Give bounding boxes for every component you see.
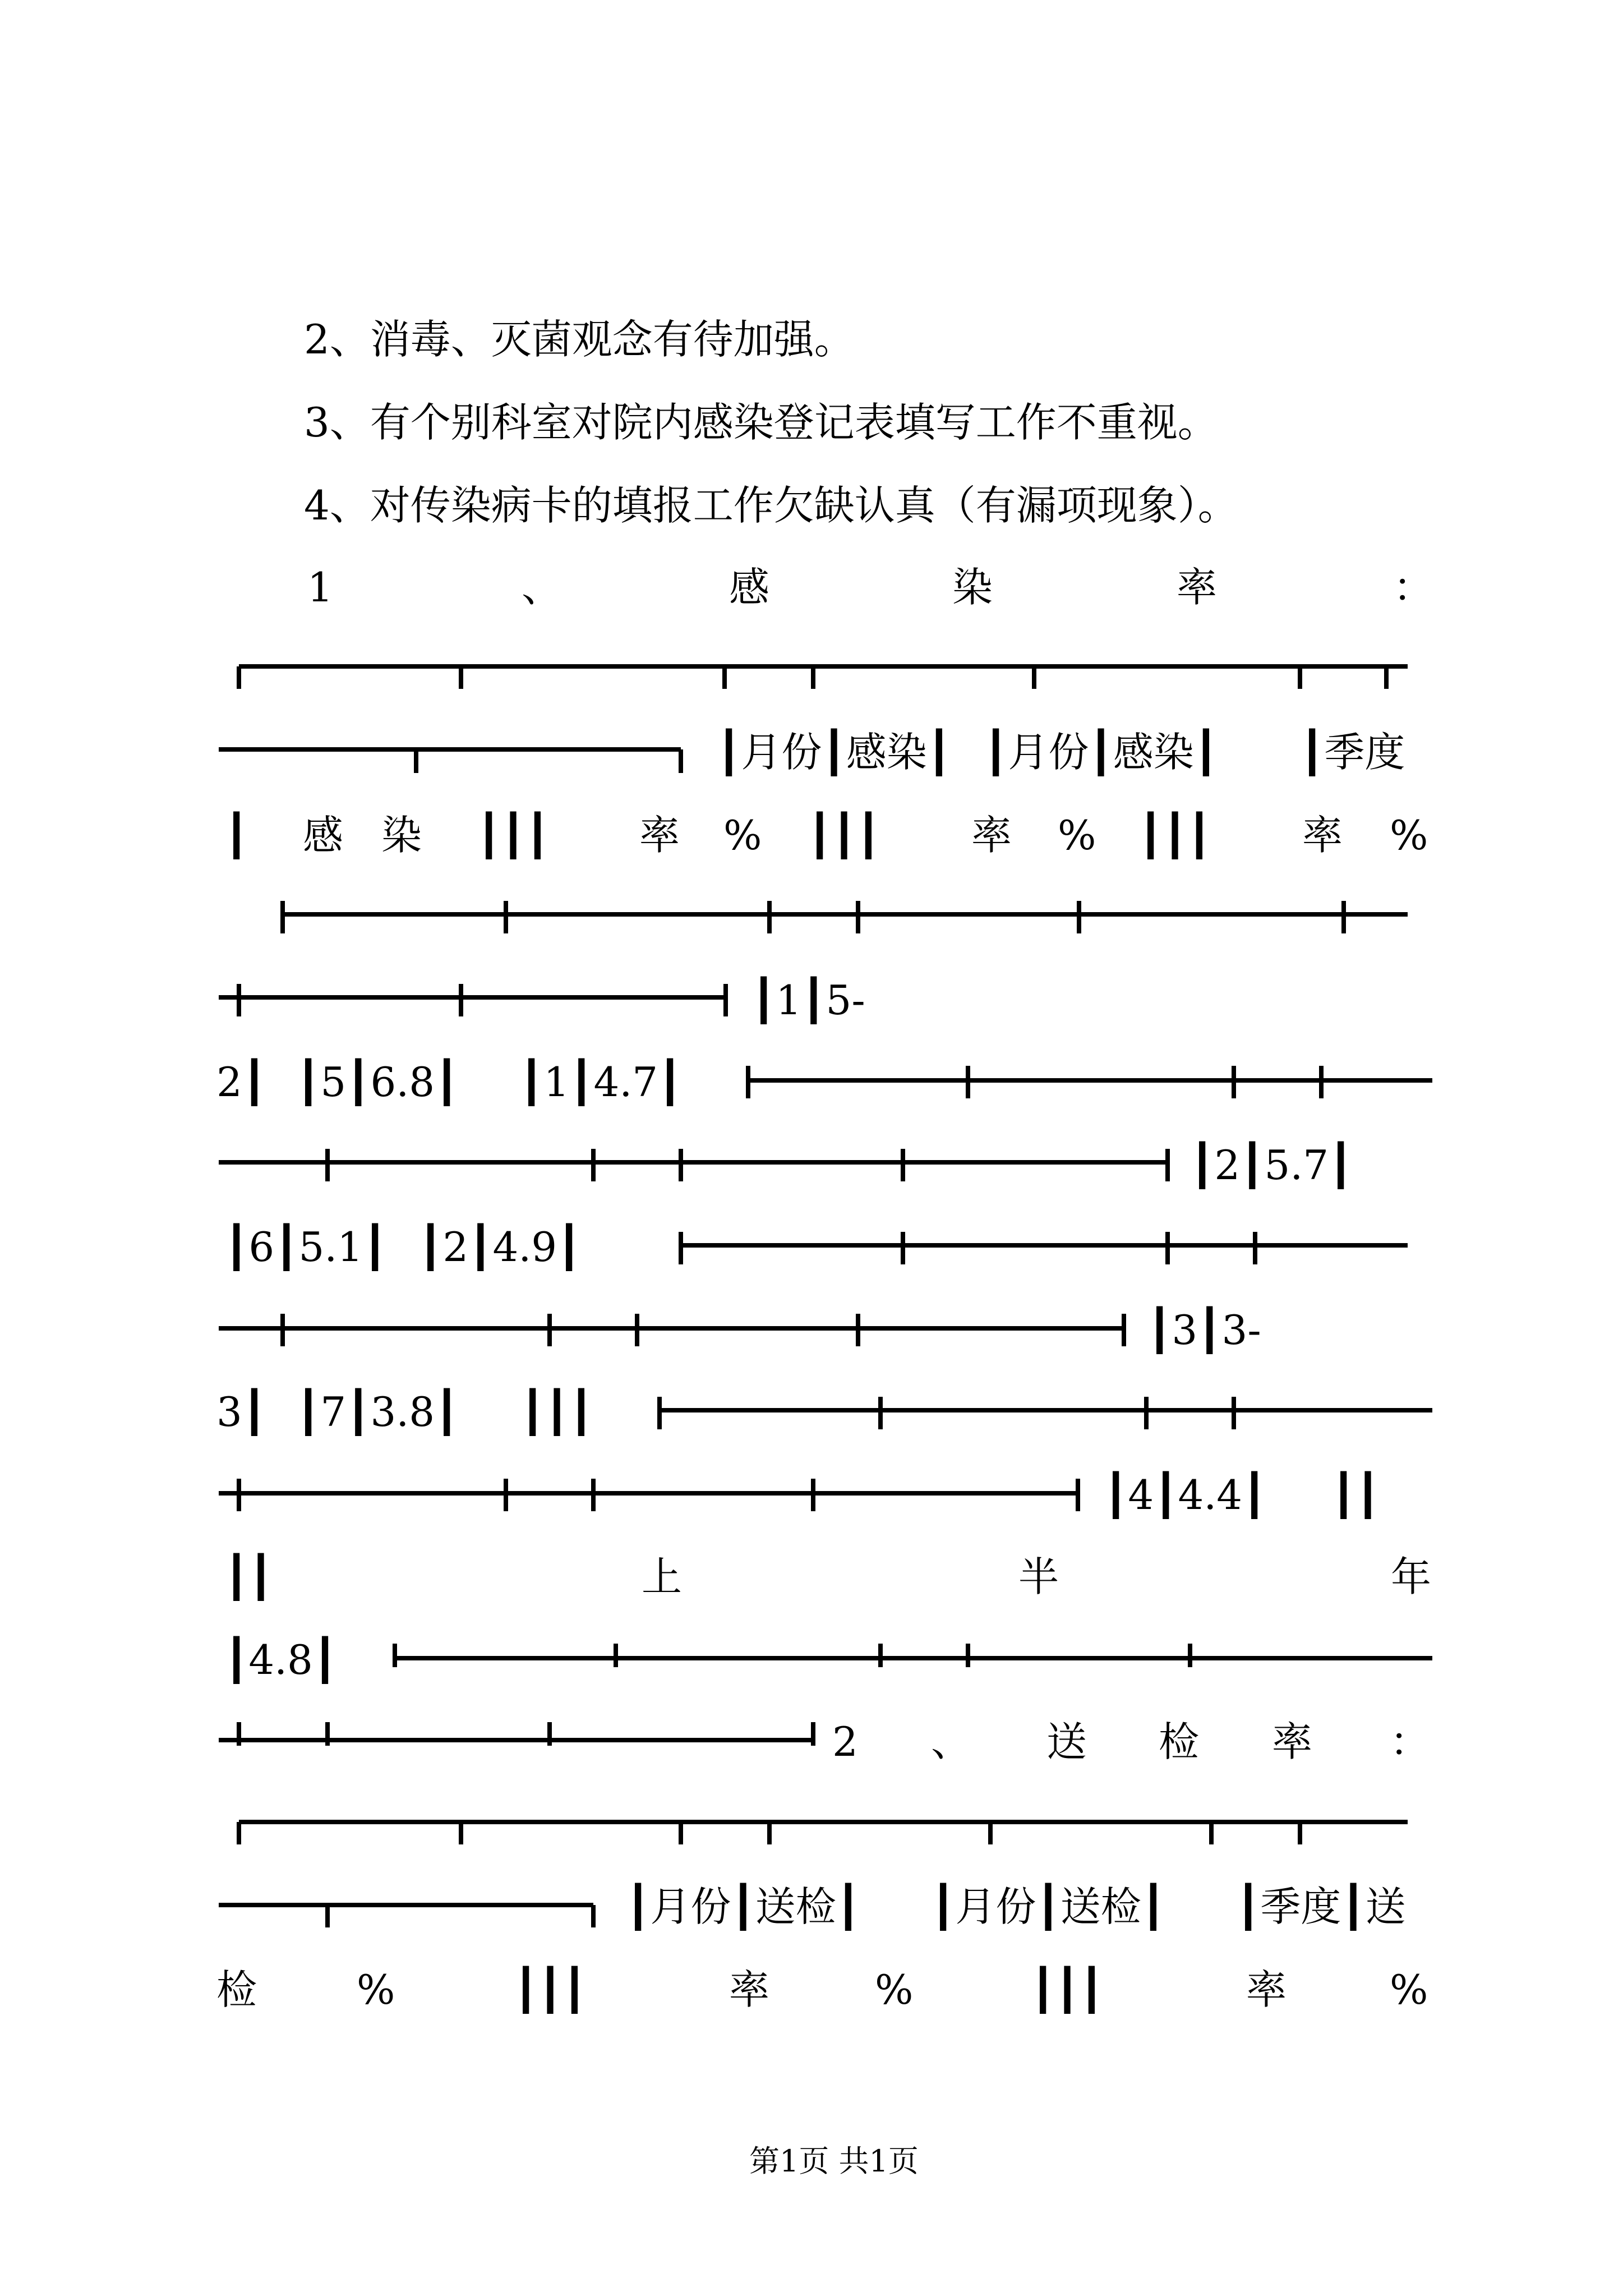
table-cell: ┃月份┃送检┃	[931, 1883, 1166, 1930]
paragraph-line-2: 2、消毒、灭菌观念有待加强。	[304, 316, 855, 363]
heading-number: 1	[307, 564, 333, 611]
table-cell: ┃┃┃	[1138, 812, 1212, 859]
table-cell: ┃季度	[1300, 729, 1405, 776]
table-cell: 年	[1391, 1553, 1432, 1600]
heading-char: 率	[1272, 1718, 1313, 1765]
table-cell: ┃1┃4.7┃	[519, 1059, 683, 1106]
table-cell: %	[357, 1966, 395, 2013]
table-cell: 上	[642, 1553, 683, 1600]
heading-char: 检	[1159, 1718, 1200, 1765]
table-cell: ┃5┃6.8┃	[296, 1059, 459, 1106]
table-cell: ┃4┃4.4┃	[1104, 1471, 1267, 1519]
table-cell: %	[723, 812, 762, 859]
table-cell: ┃┃┃	[808, 812, 881, 859]
table-cell: ┃月份┃送检┃	[626, 1883, 861, 1930]
heading-char: 感	[729, 564, 770, 611]
table-cell: %	[1058, 812, 1096, 859]
table-cell: 2┃	[216, 1059, 267, 1106]
table-cell: ┃1┃5-	[751, 977, 865, 1024]
table-cell: 率	[729, 1966, 770, 2013]
table-cell: 率	[639, 812, 680, 859]
heading-char: 送	[1046, 1718, 1087, 1765]
table-cell: ┃月份┃感染┃	[984, 729, 1219, 776]
table-cell: ┃┃	[1331, 1471, 1380, 1519]
table-cell: 3┃	[216, 1388, 267, 1435]
table-cell: ┃2┃5.7┃	[1190, 1142, 1353, 1189]
heading-char: 染	[952, 564, 993, 611]
table-cell: %	[875, 1966, 914, 2013]
page-footer: 第1页 共1页	[749, 2143, 919, 2179]
table-cell: 率	[1246, 1966, 1287, 2013]
table-cell: 染	[381, 812, 422, 859]
table-cell: ┃4.8┃	[224, 1636, 338, 1683]
heading-number: 2	[832, 1718, 858, 1765]
table-cell: ┃3┃3-	[1147, 1306, 1261, 1354]
paragraph-line-4: 4、对传染病卡的填报工作欠缺认真（有漏项现象）。	[304, 482, 1238, 529]
heading-comma: 、	[522, 564, 562, 611]
table-cell: 率	[971, 812, 1012, 859]
heading-colon: ：	[1393, 564, 1434, 611]
table-cell: ┃┃┃	[514, 1966, 587, 2013]
table-cell: ┃7┃3.8┃	[296, 1388, 459, 1435]
table-cell: ┃┃┃	[520, 1388, 594, 1435]
table-cell: 感	[303, 812, 344, 859]
heading-colon: ：	[1390, 1718, 1431, 1765]
table-cell: ┃┃┃	[477, 812, 550, 859]
table-cell: ┃┃┃	[1031, 1966, 1104, 2013]
heading-char: 率	[1177, 564, 1218, 611]
table-cell: 率	[1302, 812, 1343, 859]
table-cell: ┃2┃4.9┃	[418, 1223, 582, 1271]
table-cell: ┃季度┃送	[1236, 1883, 1406, 1930]
table-cell: 半	[1018, 1553, 1059, 1600]
table-cell: ┃	[224, 812, 249, 859]
table-cell: ┃6┃5.1┃	[224, 1223, 388, 1271]
table-cell: ┃┃	[224, 1553, 273, 1600]
table-cell: %	[1390, 1966, 1428, 2013]
table-cell: %	[1390, 812, 1428, 859]
heading-comma: 、	[931, 1718, 972, 1765]
table-cell: 检	[216, 1966, 257, 2013]
paragraph-line-3: 3、有个别科室对院内感染登记表填写工作不重视。	[304, 399, 1218, 446]
table-cell: ┃月份┃感染┃	[717, 729, 952, 776]
